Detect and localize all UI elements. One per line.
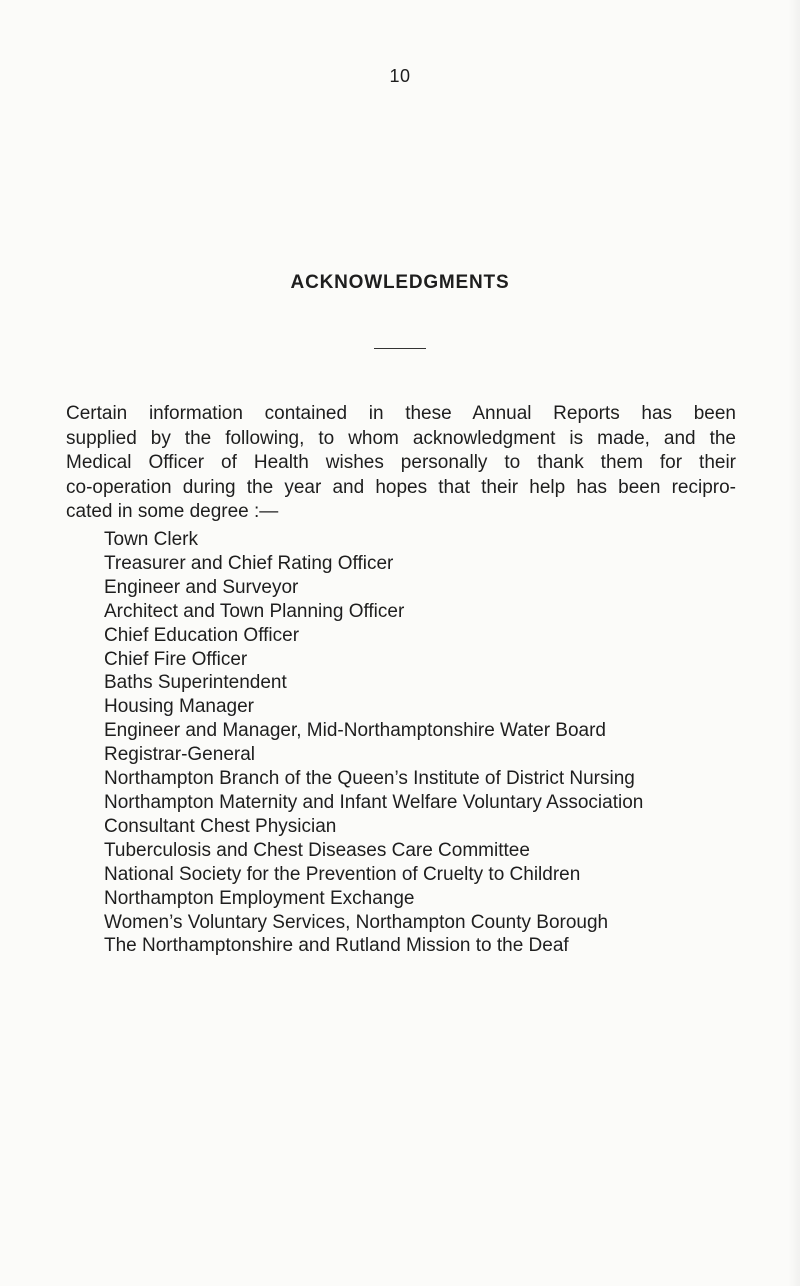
intro-line: Certain information contained in these Annual Reports has been — [66, 403, 736, 424]
list-item: Engineer and Manager, Mid-Northamptonshire Water Board — [104, 720, 606, 742]
page-number: 10 — [389, 66, 411, 86]
page-edge-shadow — [788, 0, 800, 1286]
acknowledgment-list — [104, 528, 643, 958]
intro-paragraph — [66, 402, 736, 525]
list-item: Chief Education Officer — [104, 624, 300, 646]
list-item: Consultant Chest Physician — [104, 815, 337, 837]
intro-line: cated in some degree :— — [66, 501, 279, 523]
list-item: Northampton Maternity and Infant Welfare Voluntary Association — [104, 791, 644, 813]
list-item: Engineer and Surveyor — [104, 576, 299, 598]
title-divider — [374, 348, 426, 349]
list-item: National Society for the Prevention of Cruelty to Children — [104, 863, 581, 885]
list-item: Housing Manager — [104, 696, 254, 718]
list-item: Architect and Town Planning Officer — [104, 600, 405, 622]
list-item: The Northamptonshire and Rutland Mission to the Deaf — [104, 935, 569, 957]
page-title: ACKNOWLEDGMENTS — [290, 272, 510, 293]
list-item: Northampton Employment Exchange — [104, 887, 415, 909]
list-item: Registrar-General — [104, 744, 255, 766]
intro-line: supplied by the following, to whom acknowledgment is made, and the — [66, 427, 736, 449]
intro-line: Medical Officer of Health wishes personally to thank them for their — [66, 452, 736, 474]
list-item: Northampton Branch of the Queen’s Institute of District Nursing — [104, 768, 635, 790]
list-item: Baths Superintendent — [104, 672, 287, 694]
list-item: Chief Fire Officer — [104, 648, 248, 670]
list-item: Tuberculosis and Chest Diseases Care Committee — [104, 839, 530, 861]
list-item: Women’s Voluntary Services, Northampton County Borough — [104, 911, 609, 933]
intro-line: co-operation during the year and hopes that their help has been recipro- — [66, 476, 736, 498]
list-item: Town Clerk — [104, 529, 198, 550]
list-item: Treasurer and Chief Rating Officer — [104, 552, 394, 574]
